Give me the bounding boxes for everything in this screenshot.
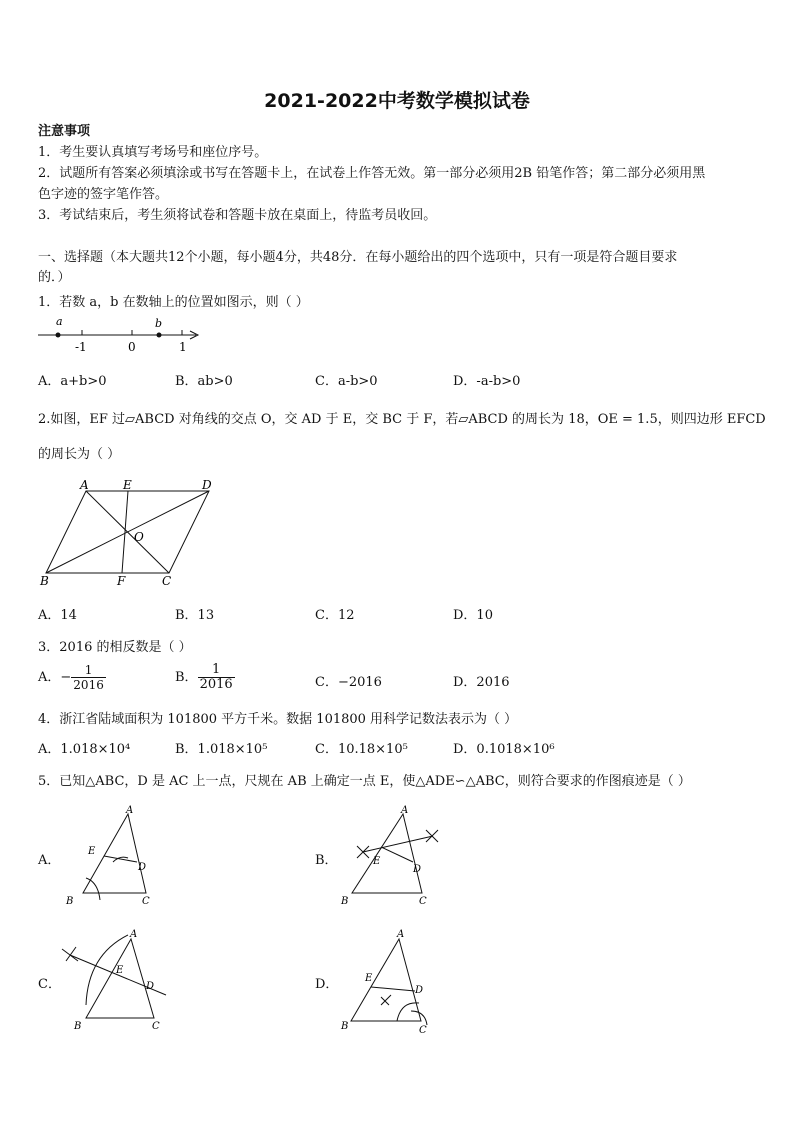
q3-option-d[interactable]: D．2016 bbox=[453, 675, 510, 690]
fig-c-label-B: B bbox=[74, 1021, 82, 1032]
fig-c-label-C: C bbox=[152, 1021, 160, 1032]
q3-option-a-num: 1 bbox=[71, 663, 106, 678]
q3-option-b-num: 1 bbox=[198, 663, 235, 678]
label-a: a bbox=[56, 315, 63, 328]
q3-option-b-fraction bbox=[198, 663, 235, 692]
q3-option-b-prefix: B． bbox=[175, 670, 198, 685]
q3-option-c[interactable]: C．−2016 bbox=[315, 675, 382, 690]
fig-d-label-D: D bbox=[415, 985, 424, 996]
fig-b-label-A: A bbox=[401, 805, 409, 816]
q4-option-d[interactable]: D．0.1018×10⁶ bbox=[453, 742, 555, 757]
notice-heading: 注意事项 bbox=[38, 124, 91, 139]
q3-option-a[interactable] bbox=[38, 663, 106, 693]
fig-a-label-A: A bbox=[126, 805, 134, 816]
fig-d-label-C: C bbox=[419, 1025, 427, 1036]
q3-option-a-prefix: A． bbox=[38, 670, 61, 685]
vertex-A: A bbox=[80, 478, 89, 492]
tick-label-1: 1 bbox=[179, 340, 187, 354]
fig-c-label-A: A bbox=[130, 929, 138, 940]
tick-label-neg1: -1 bbox=[75, 340, 87, 354]
vertex-B: B bbox=[40, 574, 49, 588]
notice-item-2: 2．试题所有答案必须填涂或书写在答题卡上，在试卷上作答无效。第一部分必须用2B 铅笔作答；第二部分必须用黑 bbox=[38, 166, 706, 181]
notice-item-3: 3．考试结束后，考生须将试卷和答题卡放在桌面上，待监考员收回。 bbox=[38, 208, 437, 223]
q4-option-c[interactable]: C．10.18×10⁵ bbox=[315, 742, 408, 757]
notice-item-2-cont: 色字迹的签字笔作答。 bbox=[38, 187, 169, 202]
fig-c-label-E: E bbox=[116, 965, 124, 976]
label-b: b bbox=[155, 317, 163, 330]
fig-d-label-A: A bbox=[397, 929, 405, 940]
q1-option-d[interactable]: D．-a-b>0 bbox=[453, 374, 521, 389]
q2-parallelogram-figure bbox=[36, 478, 226, 590]
q1-number-line bbox=[36, 313, 206, 355]
q5-option-b-label[interactable]: B． bbox=[315, 853, 338, 868]
q5-figure-b[interactable] bbox=[335, 800, 455, 910]
q2-option-b[interactable]: B．13 bbox=[175, 608, 215, 623]
fig-b-label-B: B bbox=[341, 896, 349, 907]
fig-d-label-E: E bbox=[365, 973, 373, 984]
q4-option-b[interactable]: B．1.018×10⁵ bbox=[175, 742, 268, 757]
fig-a-label-B: B bbox=[66, 896, 74, 907]
q2-stem-cont: 的周长为（ ） bbox=[38, 447, 121, 462]
section-heading: 一、选择题（本大题共12个小题，每小题4分，共48分．在每小题给出的四个选项中，只有一项是符合题目要求 bbox=[38, 250, 678, 265]
q3-option-a-sign: − bbox=[60, 670, 72, 685]
page-title: 2021-2022中考数学模拟试卷 bbox=[264, 90, 530, 112]
point-F: F bbox=[117, 574, 126, 588]
q5-option-d-label[interactable]: D． bbox=[315, 977, 339, 992]
q2-option-d[interactable]: D．10 bbox=[453, 608, 493, 623]
q3-option-b[interactable] bbox=[175, 663, 235, 693]
fig-b-label-E: E bbox=[373, 856, 381, 867]
q1-stem: 1．若数 a，b 在数轴上的位置如图示，则（ ） bbox=[38, 295, 309, 310]
vertex-E: E bbox=[123, 478, 132, 492]
tick-label-0: 0 bbox=[128, 340, 136, 354]
point-b bbox=[157, 333, 162, 338]
q5-stem: 5．已知△ABC，D 是 AC 上一点，尺规在 AB 上确定一点 E，使△ADE∽△ABC，则符合要求的作图痕迹是（ ） bbox=[38, 774, 691, 789]
q5-figure-a[interactable] bbox=[58, 800, 168, 910]
q3-option-b-den: 2016 bbox=[199, 677, 233, 692]
fig-a-label-D: D bbox=[138, 862, 147, 873]
q5-figure-d[interactable] bbox=[335, 925, 455, 1040]
point-a bbox=[56, 333, 61, 338]
q3-stem: 3．2016 的相反数是（ ） bbox=[38, 640, 192, 655]
section-heading-cont: 的．） bbox=[38, 270, 71, 285]
q5-option-c-label[interactable]: C． bbox=[38, 977, 61, 992]
vertex-C: C bbox=[162, 574, 172, 588]
fig-c-label-D: D bbox=[146, 981, 155, 992]
q1-option-c[interactable]: C．a-b>0 bbox=[315, 374, 378, 389]
fig-d-label-B: B bbox=[341, 1021, 349, 1032]
vertex-D: D bbox=[202, 478, 212, 492]
point-O: O bbox=[134, 530, 144, 544]
q2-option-c[interactable]: C．12 bbox=[315, 608, 355, 623]
q4-stem: 4．浙江省陆域面积为 101800 平方千米。数据 101800 用科学记数法表示为（ ） bbox=[38, 712, 518, 727]
q4-option-a[interactable]: A．1.018×10⁴ bbox=[38, 742, 131, 757]
fig-a-label-E: E bbox=[88, 846, 96, 857]
fig-b-label-C: C bbox=[419, 896, 427, 907]
fig-b-label-D: D bbox=[413, 864, 422, 875]
q1-option-a[interactable]: A．a+b>0 bbox=[38, 374, 107, 389]
q5-option-a-label[interactable]: A． bbox=[38, 853, 61, 868]
q5-figure-c[interactable] bbox=[58, 925, 178, 1040]
q1-option-b[interactable]: B．ab>0 bbox=[175, 374, 233, 389]
q3-option-a-fraction bbox=[71, 663, 106, 692]
q2-stem: 2.如图，EF 过▱ABCD 对角线的交点 O，交 AD 于 E，交 BC 于 F，若▱ABCD 的周长为 18，OE = 1.5，则四边形 EFCD bbox=[38, 412, 766, 427]
q3-option-a-den: 2016 bbox=[73, 678, 104, 692]
fig-a-label-C: C bbox=[142, 896, 150, 907]
q2-option-a[interactable]: A．14 bbox=[38, 608, 77, 623]
notice-item-1: 1．考生要认真填写考场号和座位序号。 bbox=[38, 145, 268, 160]
